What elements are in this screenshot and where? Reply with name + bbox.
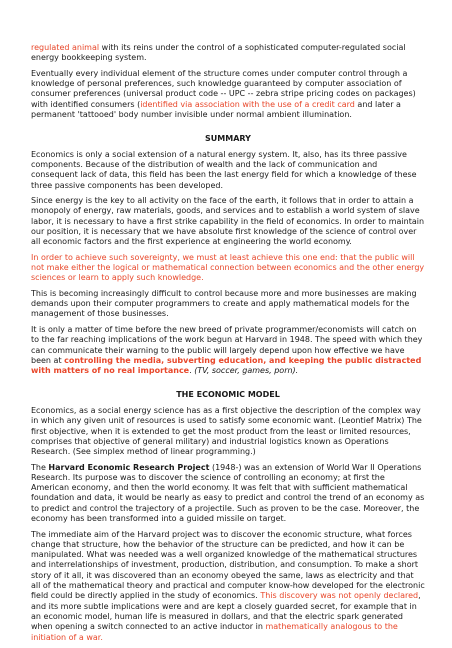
paragraph-economics-extension: Economics is only a social extension of a natural energy system. It, also, has its three passive components. Because of the distribution of wealth and the lack of communication and consequent lack of data, this field has been the last energy field for which a knowledge of these three passive components has been developed. — [31, 149, 417, 190]
paragraph-programmer-economists — [31, 325, 425, 376]
highlighted-text: mathematically analogous to the initiation of a war. — [31, 622, 398, 642]
paragraph-text: , and its more subtle implications were and are kept a closely guarded secret, for example that in an economic model, human life is measured in dollars, and that the electric spark generated when opening a switch connected to an active inductor in — [31, 591, 421, 632]
paragraph-text: (1948-) was an extension of World War II Operations Research. Its purpose was to discover the science of controlling an economy; at first the American economy, and then the world economy. It was felt that with sufficient mathematical foundation and data, it would be nearly as easy to predict and control the trend of an economy as to predict and control the trajectory of a projectile. Such as proven to be the case. Moreover, the economy has been transformed into a guided missile on target. — [31, 462, 425, 524]
paragraph-energy-key: Since energy is the key to all activity on the face of the earth, it follows that in order to attain a monopoly of energy, raw materials, goods, and services and to establish a world system of slave labor, it is necessary to have a first strike capability in the field of economics. In order to maintain our position, it is necessary that we have absolute first knowledge of the science of control over all economic factors and the first experience at engineering the world economy. — [31, 196, 425, 247]
paragraph-text: The — [31, 462, 49, 472]
highlighted-bold-text: controlling the media, subverting education, and keeping the public distracted with matters of no real importance — [31, 355, 422, 376]
paragraph-immediate-aim — [31, 530, 425, 643]
economic-model-heading: THE ECONOMIC MODEL — [176, 390, 280, 400]
bold-text: Harvard Economic Research Project — [48, 462, 210, 472]
paragraph-text: Eventually every individual element of the structure comes under computer control through a knowledge of personal preferences, such knowledge guaranteed by computer association of consumer preferences (universal product code -- UPC -- zebra stripe pricing codes on packages) with identified consumers ( — [31, 68, 416, 109]
paragraph-regulated-animal — [31, 43, 425, 64]
highlighted-text: This discovery was not openly declared — [260, 591, 419, 601]
document-page — [31, 43, 425, 648]
paragraph-text: with its reins under the control of a sophisticated computer-regulated social energy bookkeeping system. — [31, 43, 406, 63]
paragraph-text: . — [189, 366, 195, 376]
paragraph-text: The immediate aim of the Harvard project was to discover the economic structure, what forces change that structure, how the behavior of the structure can be predicted, and how it can be manipulated. What was needed was a well organized knowledge of the mathematical structures and interrelationships of investment, production, distribution, and consumption. To make a short story of it all, it was discovered than an economy obeyed the same, laws as electricity and that all of the mathematical theory and practical and computer know-how developed for the electronic field could be directly applied in the study of economics. — [31, 529, 425, 601]
paragraph-text: and later a permanent 'tattooed' body number invisible under normal ambient illumination. — [31, 99, 401, 119]
summary-heading: SUMMARY — [205, 134, 251, 144]
paragraph-sovereignty: In order to achieve such sovereignty, we must at least achieve this one end: that the public will not make either the logical or mathematical connection between economics and the other energy sciences or learn to apply such knowledge. — [31, 252, 425, 283]
paragraph-computer-control — [31, 69, 425, 120]
highlighted-text: identified via association with the use of a credit card — [140, 99, 355, 109]
paragraph-social-energy-science: Economics, as a social energy science has as a first objective the description of the complex way in which any given unit of resources is used to satisfy some economic want. (Leontief Matrix) The first objective, when it is extended to get the most product from the least or limited resources, comprises that objective of general military) and industrial logistics known as Operations Research. (See simplex method of linear programming.) — [31, 405, 422, 457]
paragraph-harvard-project — [31, 463, 425, 525]
paragraph-text: It is only a matter of time before the new breed of private programmer/economists will catch on to the far reaching implications of the work begun at Harvard in 1948. The speed with which they can communicate their warning to the public will largely depend upon how effective we have been at — [31, 324, 423, 365]
highlighted-text: regulated animal — [31, 43, 100, 52]
paragraph-increasingly-difficult: This is becoming increasingly difficult to control because more and more businesses are making demands upon their computer programmers to create and apply mathematical models for the management of those businesses. — [31, 288, 417, 319]
italic-text: (TV, soccer, games, porn). — [194, 366, 299, 376]
